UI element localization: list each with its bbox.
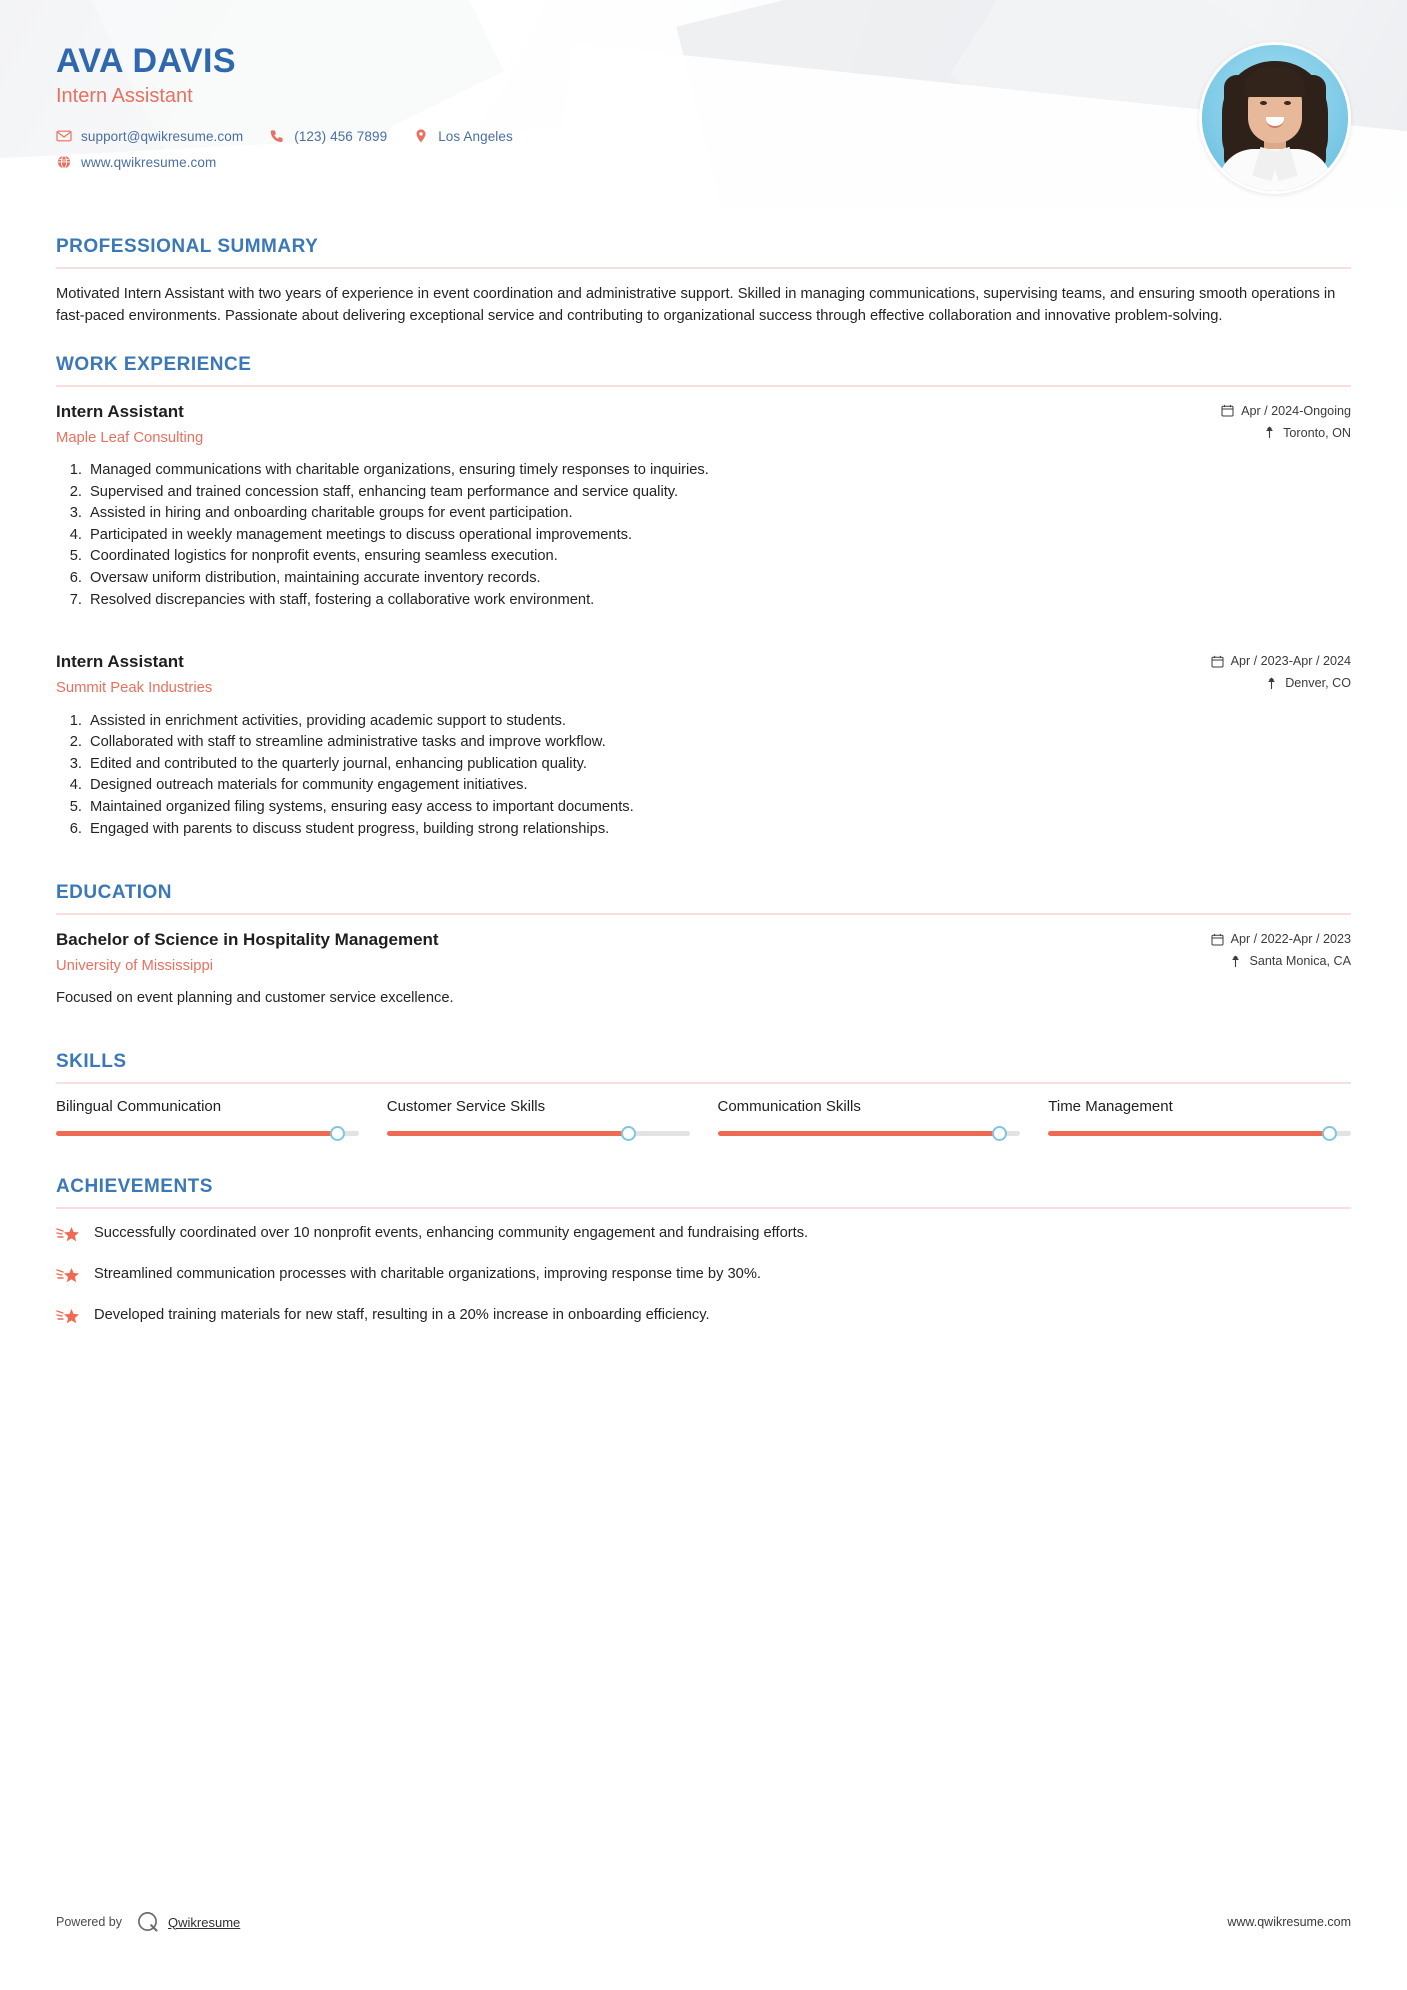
- achievement-item: [56, 1223, 1351, 1245]
- candidate-role: Intern Assistant: [56, 85, 193, 108]
- skill-label: Customer Service Skills: [386, 1097, 546, 1115]
- map-pin-icon: [1229, 955, 1242, 968]
- powered-by-label: Powered by: [56, 1915, 123, 1929]
- job-dates: [1221, 404, 1351, 418]
- experience-entry: [56, 651, 1351, 840]
- skill-label: Communication Skills: [717, 1097, 861, 1115]
- company-name: Summit Peak Industries: [56, 680, 213, 697]
- star-badge-icon: [56, 1265, 82, 1287]
- candidate-name: AVA DAVIS: [56, 42, 236, 80]
- contact-phone[interactable]: [269, 128, 387, 144]
- calendar-icon: [1211, 655, 1224, 668]
- job-location-text: Toronto, ON: [1283, 425, 1351, 440]
- contact-website[interactable]: [56, 154, 216, 170]
- skill-label: Time Management: [1048, 1097, 1173, 1115]
- skills-grid: [56, 1098, 1351, 1136]
- section-divider: [56, 913, 1351, 915]
- list-item: 6. Engaged with parents to discuss student progress, building strong relationships.: [69, 820, 610, 837]
- achievement-text: Streamlined communication processes with charitable organizations, improving response time by 30%.: [94, 1265, 761, 1282]
- section-divider: [56, 267, 1351, 269]
- map-pin-icon: [1265, 677, 1278, 690]
- section-professional-summary: [56, 236, 1351, 328]
- education-dates-text: Apr / 2022-Apr / 2023: [1230, 932, 1351, 947]
- list-item: 3. Assisted in hiring and onboarding charitable groups for event participation.: [69, 505, 573, 522]
- section-skills: [56, 1051, 1351, 1136]
- calendar-icon: [1211, 933, 1224, 946]
- job-title: Intern Assistant: [56, 401, 184, 421]
- section-title-achievements: ACHIEVEMENTS: [56, 1175, 213, 1197]
- section-title-skills: SKILLS: [56, 1050, 127, 1072]
- qwikresume-logo-icon: [136, 1910, 160, 1934]
- achievement-item: [56, 1305, 1351, 1327]
- list-item: 5. Coordinated logistics for nonprofit events, ensuring seamless execution.: [69, 548, 558, 565]
- page-footer: [56, 1910, 1351, 1934]
- section-title-summary: PROFESSIONAL SUMMARY: [56, 236, 319, 257]
- skill-progress-fill: [387, 1131, 629, 1136]
- contact-email[interactable]: [56, 128, 243, 144]
- section-education: [56, 882, 1351, 1008]
- skill-item: [387, 1098, 718, 1136]
- skill-progress-fill: [718, 1131, 1000, 1136]
- education-description: Focused on event planning and customer service excellence.: [56, 989, 454, 1006]
- skill-progress-bar: [1048, 1131, 1351, 1136]
- skill-progress-knob[interactable]: [992, 1126, 1007, 1141]
- avatar: [1199, 42, 1351, 194]
- job-location: [1211, 676, 1351, 690]
- skill-label: Bilingual Communication: [56, 1097, 222, 1115]
- list-item: 4. Designed outreach materials for community engagement initiatives.: [69, 777, 528, 794]
- job-dates-text: Apr / 2024-Ongoing: [1241, 403, 1351, 418]
- skill-progress-bar: [718, 1131, 1021, 1136]
- list-item: 6. Oversaw uniform distribution, maintaining accurate inventory records.: [69, 570, 541, 587]
- job-bullet-list: [56, 711, 1351, 841]
- skill-progress-knob[interactable]: [330, 1126, 345, 1141]
- section-title-education: EDUCATION: [56, 882, 173, 904]
- skill-progress-fill: [56, 1131, 338, 1136]
- job-dates: [1211, 654, 1351, 668]
- list-item: 3. Edited and contributed to the quarterly journal, enhancing publication quality.: [69, 755, 587, 772]
- list-item: 2. Supervised and trained concession staff, enhancing team performance and service quality.: [69, 483, 679, 500]
- contact-website-text: www.qwikresume.com: [81, 154, 217, 170]
- education-dates: [1211, 932, 1351, 946]
- skill-progress-bar: [56, 1131, 359, 1136]
- achievement-text: Successfully coordinated over 10 nonprofit events, enhancing community engagement and fundraising efforts.: [94, 1224, 809, 1241]
- section-divider: [56, 1207, 1351, 1209]
- job-dates-text: Apr / 2023-Apr / 2024: [1230, 654, 1351, 669]
- achievement-text: Developed training materials for new staff, resulting in a 20% increase in onboarding efficiency.: [94, 1306, 710, 1323]
- list-item: 4. Participated in weekly management meetings to discuss operational improvements.: [69, 526, 633, 543]
- section-achievements: [56, 1176, 1351, 1327]
- footer-website[interactable]: www.qwikresume.com: [1227, 1915, 1351, 1929]
- section-title-experience: WORK EXPERIENCE: [56, 353, 252, 375]
- resume-header: [0, 0, 1407, 210]
- star-badge-icon: [56, 1306, 82, 1328]
- skill-item: [56, 1098, 387, 1136]
- skill-progress-fill: [1048, 1131, 1330, 1136]
- phone-icon: [269, 128, 285, 144]
- education-location-text: Santa Monica, CA: [1249, 954, 1351, 969]
- education-entry: [56, 929, 1351, 1008]
- skill-progress-knob[interactable]: [621, 1126, 636, 1141]
- degree-title: Bachelor of Science in Hospitality Management: [56, 930, 439, 950]
- achievement-item: [56, 1264, 1351, 1286]
- calendar-icon: [1221, 404, 1234, 417]
- section-divider: [56, 385, 1351, 387]
- location-pin-icon: [413, 128, 429, 144]
- company-name: Maple Leaf Consulting: [56, 429, 204, 446]
- job-location-text: Denver, CO: [1285, 676, 1351, 691]
- list-item: 1. Assisted in enrichment activities, providing academic support to students.: [69, 712, 566, 729]
- globe-icon: [56, 154, 72, 170]
- qwikresume-brand-link[interactable]: Qwikresume: [168, 1914, 241, 1930]
- skill-item: [1048, 1098, 1351, 1136]
- school-name: University of Mississippi: [56, 958, 214, 975]
- contact-email-text: support@qwikresume.com: [81, 128, 244, 144]
- star-badge-icon: [56, 1224, 82, 1246]
- contact-location-text: Los Angeles: [438, 128, 513, 144]
- experience-entry: [56, 401, 1351, 612]
- contact-phone-text: (123) 456 7899: [294, 128, 388, 144]
- section-work-experience: [56, 354, 1351, 841]
- job-title: Intern Assistant: [56, 652, 184, 672]
- email-icon: [56, 128, 72, 144]
- map-pin-icon: [1263, 426, 1276, 439]
- list-item: 2. Collaborated with staff to streamline administrative tasks and improve workflow.: [69, 734, 606, 751]
- skill-progress-bar: [387, 1131, 690, 1136]
- section-divider: [56, 1082, 1351, 1084]
- skill-item: [718, 1098, 1049, 1136]
- list-item: 1. Managed communications with charitable organizations, ensuring timely responses to inquiries.: [69, 462, 709, 479]
- job-location: [1221, 426, 1351, 440]
- education-location: [1211, 954, 1351, 968]
- job-bullet-list: [56, 460, 1351, 611]
- list-item: 7. Resolved discrepancies with staff, fostering a collaborative work environment.: [69, 591, 595, 608]
- skill-progress-knob[interactable]: [1322, 1126, 1337, 1141]
- contact-location: [413, 128, 513, 144]
- summary-text: Motivated Intern Assistant with two years of experience in event coordination and administrative support. Skilled in managing communications, supervising teams, and ensuring smooth operations in fast-paced environments. Passionate about delivering exceptional service and contributing to organizational success through effective collaboration and innovative problem-solving.: [56, 286, 1336, 325]
- list-item: 5. Maintained organized filing systems, ensuring easy access to important documents.: [69, 799, 634, 816]
